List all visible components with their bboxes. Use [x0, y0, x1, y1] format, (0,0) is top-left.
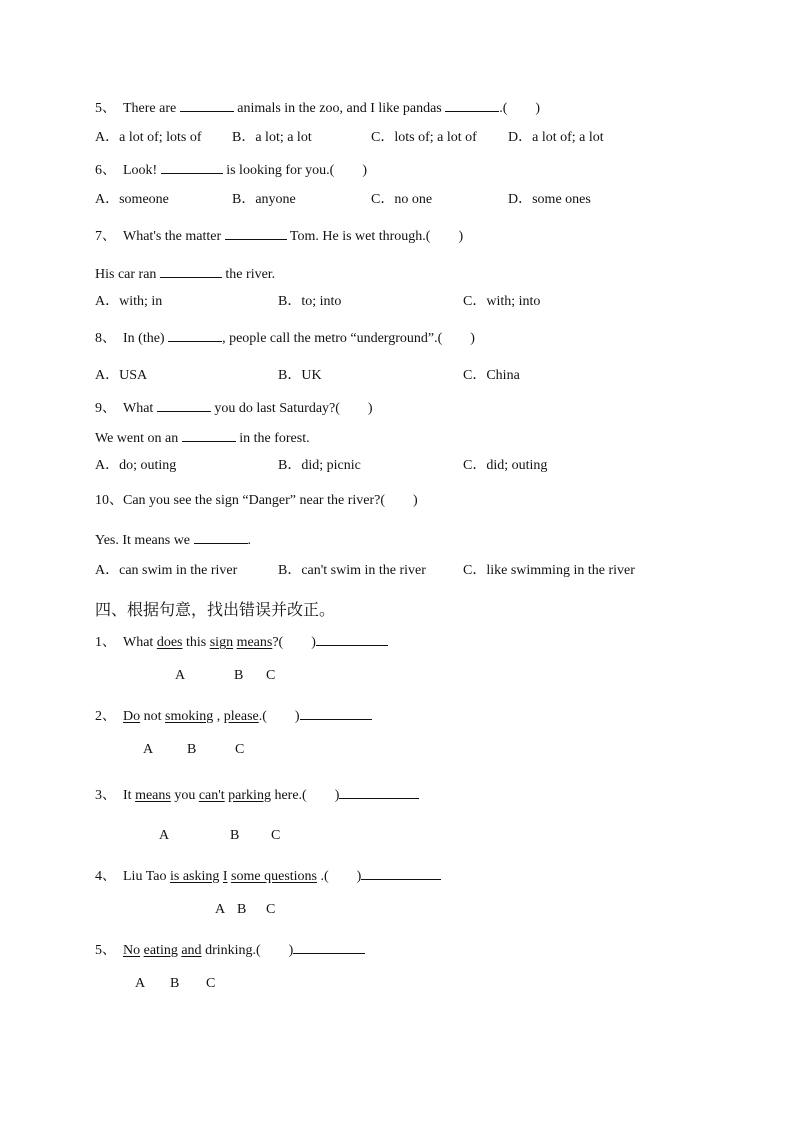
q6-option-d[interactable]: D．some ones [508, 192, 591, 207]
s4-q3-stem [95, 785, 419, 805]
s4-q4-answer-blank[interactable] [361, 866, 441, 880]
s4-q4-mark-b: B [237, 902, 247, 917]
q9-option-c[interactable]: C．did; outing [463, 458, 548, 473]
q6-option-a[interactable]: A．someone [95, 192, 169, 207]
s4-q4-number: 4、 [95, 869, 116, 884]
s4-q1-mark-c: C [266, 668, 276, 683]
q10-text-b: ) [413, 493, 418, 508]
s4-q4-part-c: some questions [231, 869, 317, 884]
s4-q4-mark-c: C [266, 902, 276, 917]
s4-q1-word-2: this [186, 635, 207, 650]
q6-text-c: ) [362, 163, 367, 178]
s4-q1-word: What [123, 635, 154, 650]
q7-line2 [95, 264, 275, 284]
s4-q5-number: 5、 [95, 943, 116, 958]
q7-line2-b: the river. [225, 267, 276, 282]
s4-q2-mark-b: B [187, 742, 197, 757]
q5-stem [95, 98, 540, 118]
s4-q2-number: 2、 [95, 709, 116, 724]
q10-line2-b: . [247, 533, 252, 548]
s4-q2-mark-a: A [143, 742, 154, 757]
s4-q4-part-b: I [222, 869, 228, 884]
q6-number: 6、 [95, 163, 116, 178]
q5-text-a: There are [123, 101, 177, 116]
q7-option-c[interactable]: C．with; into [463, 294, 541, 309]
q9-stem [95, 398, 373, 418]
s4-q1-part-c: means [236, 635, 273, 650]
s4-q4-paren-close: ) [356, 869, 362, 884]
q8-option-b[interactable]: B．UK [278, 368, 322, 383]
s4-q2-part-b: smoking [165, 709, 214, 724]
s4-q1-mark-b: B [234, 668, 244, 683]
q6-text-a: Look! [123, 163, 158, 178]
q8-text-b: , people call the metro “underground”.( [222, 331, 443, 346]
q7-stem [95, 226, 463, 246]
s4-q2-paren-open: .( [258, 709, 267, 724]
s4-q2-comma: , [216, 709, 221, 724]
q9-text-a: What [123, 401, 154, 416]
s4-q5-mark-c: C [206, 976, 216, 991]
q5-text-c: .( [499, 101, 508, 116]
s4-q1-answer-blank[interactable] [316, 632, 388, 646]
s4-q3-mark-c: C [271, 828, 281, 843]
s4-q1-part-b: sign [209, 635, 234, 650]
q10-line2 [95, 530, 251, 550]
q8-text-c: ) [470, 331, 475, 346]
s4-q3-paren-open: here.( [274, 788, 307, 803]
s4-q2-part-c: please [223, 709, 259, 724]
q7-number: 7、 [95, 229, 116, 244]
q5-number: 5、 [95, 101, 116, 116]
s4-q3-answer-blank[interactable] [339, 785, 419, 799]
s4-q2-word: not [143, 709, 162, 724]
q6-text-b: is looking for you.( [226, 163, 335, 178]
s4-q2-mark-c: C [235, 742, 245, 757]
q8-option-a[interactable]: A．USA [95, 368, 148, 383]
q8-number: 8、 [95, 331, 116, 346]
q5-option-c[interactable]: C．lots of; a lot of [371, 130, 477, 145]
q10-blank[interactable] [194, 530, 248, 544]
q7-blank-1[interactable] [225, 226, 287, 240]
s4-q4-stem [95, 866, 441, 886]
q5-option-b[interactable]: B．a lot; a lot [232, 130, 312, 145]
s4-q5-part-a: No [123, 943, 141, 958]
q7-line2-a: His car ran [95, 267, 157, 282]
q8-text-a: In (the) [123, 331, 165, 346]
q9-text-c: ) [367, 401, 373, 416]
s4-q3-number: 3、 [95, 788, 116, 803]
q8-stem [95, 328, 475, 348]
q9-number: 9、 [95, 401, 116, 416]
s4-q3-mark-a: A [159, 828, 170, 843]
s4-q5-stem [95, 940, 365, 960]
s4-q1-paren-close: ) [311, 635, 316, 650]
s4-q4-part-a: is asking [169, 869, 220, 884]
q5-text-d: ) [535, 101, 541, 116]
q5-option-a[interactable]: A．a lot of; lots of [95, 130, 202, 145]
q10-number: 10、 [95, 493, 123, 508]
q7-text-c: ) [458, 229, 464, 244]
q5-blank-2[interactable] [445, 98, 499, 112]
q5-blank-1[interactable] [180, 98, 234, 112]
s4-q3-part-a: means [135, 788, 171, 803]
s4-q5-answer-blank[interactable] [293, 940, 365, 954]
s4-q1-number: 1、 [95, 635, 116, 650]
q7-text-a: What's the matter [123, 229, 222, 244]
s4-q3-paren-close: ) [334, 788, 340, 803]
s4-q4-mark-a: A [215, 902, 226, 917]
q9-option-a[interactable]: A．do; outing [95, 458, 177, 473]
q8-blank[interactable] [168, 328, 222, 342]
s4-q5-part-b: eating [143, 943, 178, 958]
q6-option-c[interactable]: C．no one [371, 192, 433, 207]
s4-q2-part-a: Do [123, 709, 141, 724]
s4-q1-part-a: does [156, 635, 183, 650]
q6-stem [95, 160, 367, 180]
q9-text-b: you do last Saturday?( [214, 401, 340, 416]
s4-q5-part-c: and [181, 943, 202, 958]
s4-q2-answer-blank[interactable] [300, 706, 372, 720]
s4-q5-mark-a: A [135, 976, 146, 991]
s4-q1-stem [95, 632, 388, 652]
s4-q3-part-b: can't [198, 788, 225, 803]
q9-blank-1[interactable] [157, 398, 211, 412]
q10-option-c[interactable]: C．like swimming in the river [463, 563, 635, 578]
q9-line2-b: in the forest. [239, 431, 310, 446]
q7-option-b[interactable]: B．to; into [278, 294, 342, 309]
s4-q3-mark-b: B [230, 828, 240, 843]
q9-line2-a: We went on an [95, 431, 179, 446]
q6-option-b[interactable]: B．anyone [232, 192, 296, 207]
s4-q2-stem [95, 706, 372, 726]
q10-line2-a: Yes. It means we [95, 533, 191, 548]
s4-q5-paren-close: ) [288, 943, 294, 958]
s4-q1-mark-a: A [175, 668, 186, 683]
s4-q1-paren-open: ?( [272, 635, 284, 650]
section4-heading: 四、根据句意，找出错误并改正。 [95, 600, 336, 619]
s4-q2-paren-close: ) [294, 709, 300, 724]
s4-q5-word: drinking.( [205, 943, 261, 958]
q6-blank[interactable] [161, 160, 223, 174]
q5-text-b: animals in the zoo, and I like pandas [237, 101, 442, 116]
q9-blank-2[interactable] [182, 428, 236, 442]
s4-q4-paren-open: .( [320, 869, 329, 884]
q10-stem [95, 492, 418, 510]
q10-option-a[interactable]: A．can swim in the river [95, 563, 238, 578]
q10-option-b[interactable]: B．can't swim in the river [278, 563, 426, 578]
q9-line2 [95, 428, 310, 448]
q7-option-a[interactable]: A．with; in [95, 294, 163, 309]
q7-blank-2[interactable] [160, 264, 222, 278]
s4-q3-word: It [123, 788, 132, 803]
q10-text-a: Can you see the sign “Danger” near the river?( [123, 493, 385, 508]
q8-option-c[interactable]: C．China [463, 368, 520, 383]
q7-text-b: Tom. He is wet through.( [289, 229, 431, 244]
q5-option-d[interactable]: D．a lot of; a lot [508, 130, 604, 145]
s4-q3-word-2: you [174, 788, 196, 803]
s4-q3-part-c: parking [228, 788, 271, 803]
q9-option-b[interactable]: B．did; picnic [278, 458, 361, 473]
s4-q4-words: Liu Tao [123, 869, 167, 884]
s4-q5-mark-b: B [170, 976, 180, 991]
